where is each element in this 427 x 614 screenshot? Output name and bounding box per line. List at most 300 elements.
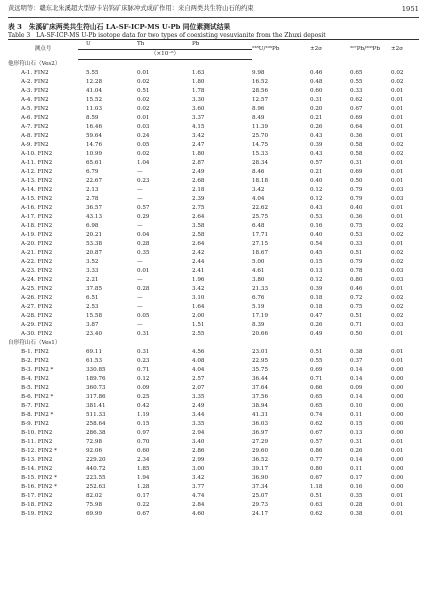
table-row: [8, 168, 419, 177]
th-value: —: [137, 223, 143, 229]
ratio-238u-206pb: 17.71: [252, 232, 269, 238]
pb-value: 2.39: [192, 196, 205, 202]
ratio-207pb-206pb: 0.26: [350, 448, 363, 454]
point-id: A-22. FIN2: [21, 259, 53, 265]
ratio-238u-206pb: 29.60: [252, 448, 269, 454]
pb-value: 2.18: [192, 187, 205, 193]
ratio-207pb-206pb: 0.51: [350, 250, 363, 256]
error-2: 0.00: [391, 376, 404, 382]
u-value: 61.53: [86, 358, 103, 364]
pb-value: 4.08: [192, 358, 205, 364]
ratio-207pb-206pb: 0.14: [350, 394, 363, 400]
th-value: 0.23: [137, 178, 150, 184]
ratio-238u-206pb: 37.34: [252, 484, 269, 490]
error-1: 0.67: [310, 430, 323, 436]
ratio-238u-206pb: 8.46: [252, 169, 265, 175]
ratio-238u-206pb: 11.39: [252, 124, 269, 130]
ratio-207pb-206pb: 0.79: [350, 259, 363, 265]
point-id: A-3. FIN2: [21, 88, 49, 94]
error-1: 0.18: [310, 295, 323, 301]
pb-value: 3.37: [192, 115, 205, 121]
u-value: 20.21: [86, 232, 103, 238]
point-id: B-18. FIN2: [21, 502, 53, 508]
u-value: 360.73: [86, 385, 106, 391]
ratio-238u-206pb: 15.33: [252, 151, 269, 157]
ratio-238u-206pb: 23.01: [252, 349, 269, 355]
error-2: 0.02: [391, 70, 404, 76]
th-value: 0.60: [137, 448, 150, 454]
point-id: B-2. FIN2: [21, 358, 49, 364]
pb-value: 1.63: [192, 70, 205, 76]
ratio-238u-206pb: 35.75: [252, 367, 269, 373]
u-value: 286.38: [86, 430, 106, 436]
error-1: 0.18: [310, 304, 323, 310]
ratio-207pb-206pb: 0.14: [350, 376, 363, 382]
running-title: 黄远明等：赣东北朱溪超大型矽卡岩钨矿床脉冲式成矿作用：来自两类共生符山石的约束: [8, 5, 254, 12]
ratio-207pb-206pb: 0.09: [350, 385, 363, 391]
error-2: 0.03: [391, 277, 404, 283]
ratio-238u-206pb: 25.07: [252, 493, 269, 499]
u-value: 15.58: [86, 313, 103, 319]
pb-value: 1.51: [192, 322, 205, 328]
th-value: 0.35: [137, 250, 150, 256]
u-value: 15.52: [86, 97, 103, 103]
error-2: 0.01: [391, 448, 404, 454]
table-row: [8, 267, 419, 276]
error-2: 0.02: [391, 250, 404, 256]
ratio-238u-206pb: 9.98: [252, 70, 265, 76]
error-2: 0.01: [391, 358, 404, 364]
point-id: A-2. FIN2: [21, 79, 49, 85]
error-1: 0.66: [310, 385, 323, 391]
error-1: 1.18: [310, 484, 323, 490]
pb-value: 2.75: [192, 205, 205, 211]
ratio-207pb-206pb: 0.31: [350, 160, 363, 166]
th-value: 0.02: [137, 106, 150, 112]
table-row: [8, 141, 419, 150]
th-value: —: [137, 169, 143, 175]
pb-value: 4.15: [192, 124, 205, 130]
error-1: 0.31: [310, 97, 323, 103]
point-id: A-1. FIN2: [21, 70, 49, 76]
error-2: 0.02: [391, 304, 404, 310]
table-row: [8, 231, 419, 240]
u-value: 65.61: [86, 160, 103, 166]
ratio-207pb-206pb: 0.14: [350, 367, 363, 373]
th-value: 0.24: [137, 133, 150, 139]
error-1: 0.74: [310, 412, 323, 418]
th-value: 0.17: [137, 493, 150, 499]
error-2: 0.00: [391, 421, 404, 427]
th-value: 0.42: [137, 403, 150, 409]
page-number: 1951: [401, 5, 419, 13]
u-value: 5.55: [86, 70, 99, 76]
pb-value: 1.78: [192, 88, 205, 94]
col-header-u: U: [78, 40, 133, 50]
error-2: 0.01: [391, 502, 404, 508]
ratio-238u-206pb: 22.95: [252, 358, 269, 364]
th-value: —: [137, 259, 143, 265]
point-id: B-7. FIN2: [21, 403, 49, 409]
ratio-238u-206pb: 36.97: [252, 430, 269, 436]
error-1: 0.47: [310, 313, 323, 319]
pb-value: 2.57: [192, 376, 205, 382]
u-value: 511.33: [86, 412, 106, 418]
point-id: A-6. FIN2: [21, 115, 49, 121]
ratio-207pb-206pb: 0.50: [350, 331, 363, 337]
ratio-238u-206pb: 6.76: [252, 295, 265, 301]
error-2: 0.02: [391, 142, 404, 148]
ratio-207pb-206pb: 0.69: [350, 115, 363, 121]
pb-value: 1.64: [192, 304, 205, 310]
error-2: 0.01: [391, 169, 404, 175]
table-row: [8, 276, 419, 285]
error-2: 0.02: [391, 79, 404, 85]
th-value: —: [137, 295, 143, 301]
u-value: 69.99: [86, 511, 103, 517]
point-id: A-18. FIN2: [21, 223, 53, 229]
error-2: 0.00: [391, 385, 404, 391]
error-2: 0.01: [391, 511, 404, 517]
error-1: 0.54: [310, 241, 323, 247]
pb-value: 3.42: [192, 286, 205, 292]
error-1: 0.43: [310, 151, 323, 157]
error-2: 0.01: [391, 178, 404, 184]
error-2: 0.01: [391, 214, 404, 220]
error-2: 0.03: [391, 196, 404, 202]
error-1: 0.57: [310, 160, 323, 166]
u-value: 440.72: [86, 466, 106, 472]
point-id: B-3. FIN2 *: [21, 367, 54, 373]
u-value: 82.02: [86, 493, 103, 499]
table-row: [8, 456, 419, 465]
u-value: 12.28: [86, 79, 103, 85]
pb-value: 2.84: [192, 502, 205, 508]
ratio-238u-206pb: 6.48: [252, 223, 265, 229]
u-value: 75.98: [86, 502, 103, 508]
th-value: 0.28: [137, 241, 150, 247]
error-1: 0.48: [310, 79, 323, 85]
concentration-unit: （×10⁻⁶）: [78, 50, 252, 60]
table-row: [8, 114, 419, 123]
table-row: [8, 330, 419, 339]
pb-value: 2.44: [192, 259, 205, 265]
u-value: 252.63: [86, 484, 106, 490]
ratio-238u-206pb: 29.73: [252, 502, 269, 508]
th-value: 0.67: [137, 511, 150, 517]
table-row: [8, 285, 419, 294]
th-value: —: [137, 196, 143, 202]
ratio-238u-206pb: 5.00: [252, 259, 265, 265]
u-value: 381.41: [86, 403, 106, 409]
th-value: —: [137, 304, 143, 310]
th-value: 0.01: [137, 268, 150, 274]
error-1: 0.63: [310, 502, 323, 508]
error-1: 0.15: [310, 259, 323, 265]
point-id: A-15. FIN2: [21, 196, 53, 202]
error-1: 0.26: [310, 322, 323, 328]
ratio-238u-206pb: 36.44: [252, 376, 269, 382]
error-1: 0.16: [310, 223, 323, 229]
pb-value: 2.99: [192, 457, 205, 463]
error-1: 0.46: [310, 70, 323, 76]
ratio-207pb-206pb: 0.69: [350, 169, 363, 175]
point-id: B-9. FIN2: [21, 421, 49, 427]
ratio-238u-206pb: 3.80: [252, 277, 265, 283]
th-value: 0.02: [137, 79, 150, 85]
ratio-238u-206pb: 21.33: [252, 286, 269, 292]
error-1: 0.26: [310, 124, 323, 130]
ratio-238u-206pb: 18.18: [252, 178, 269, 184]
col-header-err1: ±2σ: [306, 40, 350, 60]
pb-value: 1.80: [192, 151, 205, 157]
table-caption-zh: 表 3 朱溪矿床两类共生符山石 LA-SF-ICP-MS U-Pb 同位素测试结果: [8, 23, 231, 31]
pb-value: 2.94: [192, 430, 205, 436]
error-2: 0.01: [391, 106, 404, 112]
u-value: 2.21: [86, 277, 99, 283]
error-2: 0.01: [391, 115, 404, 121]
error-1: 0.49: [310, 331, 323, 337]
ratio-238u-206pb: 37.56: [252, 394, 269, 400]
error-2: 0.03: [391, 187, 404, 193]
table-row: [8, 96, 419, 105]
point-id: B-11. FIN2: [21, 439, 53, 445]
ratio-207pb-206pb: 0.80: [350, 277, 363, 283]
ratio-238u-206pb: 41.31: [252, 412, 269, 418]
ratio-207pb-206pb: 0.71: [350, 322, 363, 328]
table-row: [8, 195, 419, 204]
error-2: 0.02: [391, 295, 404, 301]
pb-value: 3.44: [192, 412, 205, 418]
point-id: B-1. FIN2: [21, 349, 49, 355]
th-value: 0.31: [137, 349, 150, 355]
ratio-207pb-206pb: 0.58: [350, 142, 363, 148]
pb-value: 4.04: [192, 367, 205, 373]
u-value: 229.20: [86, 457, 106, 463]
pb-value: 2.41: [192, 268, 205, 274]
ratio-238u-206pb: 5.19: [252, 304, 265, 310]
u-value: 10.99: [86, 151, 103, 157]
error-1: 0.40: [310, 178, 323, 184]
pb-value: 2.87: [192, 160, 205, 166]
error-2: 0.00: [391, 466, 404, 472]
ratio-207pb-206pb: 0.55: [350, 79, 363, 85]
th-value: 0.23: [137, 358, 150, 364]
point-id: A-26. FIN2: [21, 295, 53, 301]
table-row: [8, 213, 419, 222]
u-value: 11.03: [86, 106, 103, 112]
table-row: [8, 159, 419, 168]
ratio-207pb-206pb: 0.64: [350, 124, 363, 130]
error-1: 0.57: [310, 439, 323, 445]
table-body: [8, 60, 419, 520]
error-2: 0.00: [391, 457, 404, 463]
error-2: 0.02: [391, 232, 404, 238]
ratio-207pb-206pb: 0.13: [350, 430, 363, 436]
pb-value: 4.74: [192, 493, 205, 499]
ratio-207pb-206pb: 0.33: [350, 88, 363, 94]
th-value: 0.04: [137, 232, 150, 238]
point-id: A-28. FIN2: [21, 313, 53, 319]
table-row: [8, 249, 419, 258]
ratio-207pb-206pb: 0.15: [350, 421, 363, 427]
th-value: 0.02: [137, 97, 150, 103]
point-id: A-24. FIN2: [21, 277, 53, 283]
th-value: 0.02: [137, 151, 150, 157]
ratio-238u-206pb: 27.29: [252, 439, 269, 445]
pb-value: 3.42: [192, 475, 205, 481]
table-row: [8, 483, 419, 492]
error-2: 0.01: [391, 493, 404, 499]
ratio-207pb-206pb: 0.51: [350, 313, 363, 319]
point-id: A-8. FIN2: [21, 133, 49, 139]
ratio-238u-206pb: 36.52: [252, 457, 269, 463]
u-value: 317.86: [86, 394, 106, 400]
table-row: [8, 447, 419, 456]
th-value: 0.25: [137, 394, 150, 400]
u-value: 6.98: [86, 223, 99, 229]
u-value: 36.57: [86, 205, 103, 211]
point-id: B-19. FIN2: [21, 511, 53, 517]
point-id: A-4. FIN2: [21, 97, 49, 103]
point-id: B-17. FIN2: [21, 493, 53, 499]
point-id: B-16. FIN2 *: [21, 484, 57, 490]
table-row: [8, 393, 419, 402]
pb-value: 3.30: [192, 97, 205, 103]
ratio-207pb-206pb: 0.17: [350, 475, 363, 481]
ratio-207pb-206pb: 0.38: [350, 511, 363, 517]
th-value: 0.22: [137, 502, 150, 508]
error-1: 0.86: [310, 448, 323, 454]
ratio-238u-206pb: 18.67: [252, 250, 269, 256]
point-id: A-5. FIN2: [21, 106, 49, 112]
u-value: 14.76: [86, 142, 103, 148]
error-1: 0.12: [310, 187, 323, 193]
pb-value: 3.58: [192, 223, 205, 229]
table-row: [8, 465, 419, 474]
pb-value: 3.35: [192, 394, 205, 400]
ratio-207pb-206pb: 0.11: [350, 466, 363, 472]
error-1: 0.62: [310, 421, 323, 427]
table-row: [8, 321, 419, 330]
point-id: B-10. FIN2: [21, 430, 53, 436]
point-id: A-20. FIN2: [21, 241, 53, 247]
table-row: [8, 186, 419, 195]
pb-value: 2.68: [192, 178, 205, 184]
u-value: 2.78: [86, 196, 99, 202]
point-id: A-30. FIN2: [21, 331, 53, 337]
pb-value: 3.60: [192, 106, 205, 112]
u-value: 3.33: [86, 268, 99, 274]
u-value: 2.53: [86, 304, 99, 310]
th-value: 0.28: [137, 286, 150, 292]
u-value: 6.51: [86, 295, 99, 301]
table-row: [8, 294, 419, 303]
u-value: 189.76: [86, 376, 106, 382]
error-1: 0.60: [310, 88, 323, 94]
point-id: A-16. FIN2: [21, 205, 53, 211]
error-2: 0.01: [391, 124, 404, 130]
error-2: 0.02: [391, 223, 404, 229]
point-id: B-8. FIN2 *: [21, 412, 54, 418]
u-value: 43.13: [86, 214, 103, 220]
error-1: 0.39: [310, 286, 323, 292]
error-1: 0.69: [310, 367, 323, 373]
ratio-207pb-206pb: 0.67: [350, 106, 363, 112]
pb-value: 2.86: [192, 448, 205, 454]
pb-value: 3.42: [192, 133, 205, 139]
th-value: 0.05: [137, 313, 150, 319]
table-row: [8, 204, 419, 213]
col-header-238u-206pb: ²³⁸U/²⁰⁶Pb: [252, 40, 306, 60]
table-row: [8, 150, 419, 159]
table-row: [8, 222, 419, 231]
th-value: 0.01: [137, 70, 150, 76]
ratio-238u-206pb: 24.17: [252, 511, 269, 517]
point-id: A-29. FIN2: [21, 322, 53, 328]
ratio-207pb-206pb: 0.65: [350, 70, 363, 76]
point-id: A-10. FIN2: [21, 151, 53, 157]
pb-value: 2.49: [192, 403, 205, 409]
ratio-207pb-206pb: 0.28: [350, 502, 363, 508]
th-value: 0.31: [137, 331, 150, 337]
point-id: B-13. FIN2: [21, 457, 53, 463]
ratio-238u-206pb: 25.75: [252, 214, 269, 220]
u-value: 41.04: [86, 88, 103, 94]
ratio-238u-206pb: 8.96: [252, 106, 265, 112]
ratio-207pb-206pb: 0.72: [350, 295, 363, 301]
point-id: A-13. FIN2: [21, 178, 53, 184]
ratio-238u-206pb: 17.19: [252, 313, 269, 319]
th-value: 1.19: [137, 412, 150, 418]
point-id: A-25. FIN2: [21, 286, 53, 292]
error-1: 0.62: [310, 511, 323, 517]
error-1: 0.40: [310, 232, 323, 238]
ratio-207pb-206pb: 0.50: [350, 178, 363, 184]
error-1: 0.67: [310, 475, 323, 481]
error-2: 0.00: [391, 475, 404, 481]
u-value: 8.59: [86, 115, 99, 121]
table-row: [8, 312, 419, 321]
ratio-207pb-206pb: 0.33: [350, 241, 363, 247]
error-1: 0.65: [310, 403, 323, 409]
ratio-207pb-206pb: 0.36: [350, 133, 363, 139]
pb-value: 2.07: [192, 385, 205, 391]
point-id: B-4. FIN2: [21, 376, 49, 382]
ratio-238u-206pb: 20.66: [252, 331, 269, 337]
group-label: 他形符山石（Ves2）: [8, 61, 61, 67]
u-value: 69.11: [86, 349, 103, 355]
table-row: [8, 411, 419, 420]
th-value: 0.03: [137, 124, 150, 130]
table-row: [8, 87, 419, 96]
ratio-238u-206pb: 28.34: [252, 160, 269, 166]
error-2: 0.02: [391, 151, 404, 157]
error-1: 0.21: [310, 169, 323, 175]
u-value: 3.87: [86, 322, 99, 328]
th-value: 0.29: [137, 214, 150, 220]
pb-value: 3.35: [192, 421, 205, 427]
ratio-207pb-206pb: 0.37: [350, 358, 363, 364]
pb-value: 2.47: [192, 142, 205, 148]
ratio-238u-206pb: 25.70: [252, 133, 269, 139]
ratio-207pb-206pb: 0.79: [350, 187, 363, 193]
th-value: 2.34: [137, 457, 150, 463]
error-1: 0.12: [310, 196, 323, 202]
error-2: 0.01: [391, 349, 404, 355]
th-value: 1.04: [137, 160, 150, 166]
u-value: 20.87: [86, 250, 103, 256]
